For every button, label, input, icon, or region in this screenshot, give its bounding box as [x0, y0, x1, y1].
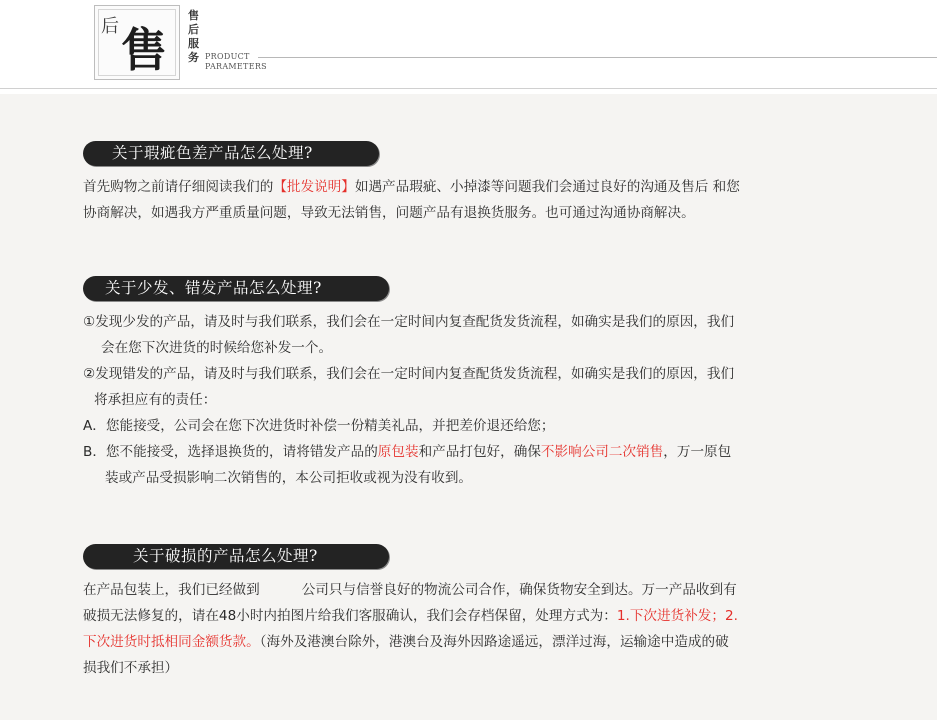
section-missing-wrong [83, 276, 903, 491]
body-line: 装或产品受损影响二次销售的，本公司拒收或视为没有收到。 [105, 470, 473, 486]
section-heading: 关于少发、错发产品怎么处理? [105, 279, 322, 297]
section-body [83, 309, 903, 491]
body-line: B．您不能接受，选择退换货的，请将错发产品的原包装和产品打包好，确保不影响公司二次销售，万一原包 [83, 444, 732, 460]
body-line: ②发现错发的产品，请及时与我们联系，我们会在一定时间内复查配货发货流程，如确实是我们的原因，我们 [83, 366, 735, 382]
body-line: 将承担应有的责任： [94, 392, 217, 408]
logo-big-char: 售 [121, 23, 167, 77]
section-heading: 关于瑕疵色差产品怎么处理? [112, 144, 313, 162]
body-line: A．您能接受，公司会在您下次进货时补偿一份精美礼品，并把差价退还给您； [83, 418, 555, 434]
body-line: 破损无法修复的，请在48小时内拍图片给我们客服确认，我们会存档保留，处理方式为：1.下次进货补发；2. [83, 608, 738, 624]
body-line: 首先购物之前请仔细阅读我们的【批发说明】如遇产品瑕疵、小掉漆等问题我们会通过良好的沟通及售后 和您 [83, 179, 740, 195]
section-defects [83, 141, 903, 226]
section-heading-pill [83, 276, 389, 301]
after-sales-logo [94, 5, 180, 80]
body-line: 会在您下次进货的时候给您补发一个。 [101, 340, 333, 356]
main-content [0, 94, 937, 720]
section-damaged [83, 544, 903, 681]
header-bottom-border [0, 88, 937, 89]
body-line: 下次进货时抵相同金额货款。（海外及港澳台除外，港澳台及海外因路途遥远，漂洋过海，运输途中造成的破 [83, 634, 729, 650]
english-title-line2: PARAMETERS [205, 62, 267, 71]
body-line: 协商解决，如遇我方严重质量问题，导致无法销售，问题产品有退换货服务。也可通过沟通协商解决。 [83, 205, 695, 221]
section-heading-pill [83, 141, 379, 166]
wholesale-notice-link[interactable]: 【批发说明】 [273, 179, 355, 195]
section-heading: 关于破损的产品怎么处理? [133, 547, 318, 565]
vertical-title: 售后服务 [188, 9, 199, 64]
header-divider [258, 57, 937, 58]
body-line: ①发现少发的产品，请及时与我们联系，我们会在一定时间内复查配货发货流程，如确实是我们的原因，我们 [83, 314, 735, 330]
english-title-line1: PRODUCT [205, 52, 250, 61]
section-heading-pill [83, 544, 389, 569]
header [0, 0, 937, 94]
body-line: 在产品包装上，我们已经做到 公司只与信誉良好的物流公司合作，确保货物安全到达。万一产品收到有 [83, 582, 737, 598]
section-body [83, 577, 903, 681]
body-line: 损我们不承担） [83, 660, 179, 676]
english-title [205, 52, 267, 72]
logo-small-char: 后 [101, 16, 119, 37]
section-body [83, 174, 903, 226]
